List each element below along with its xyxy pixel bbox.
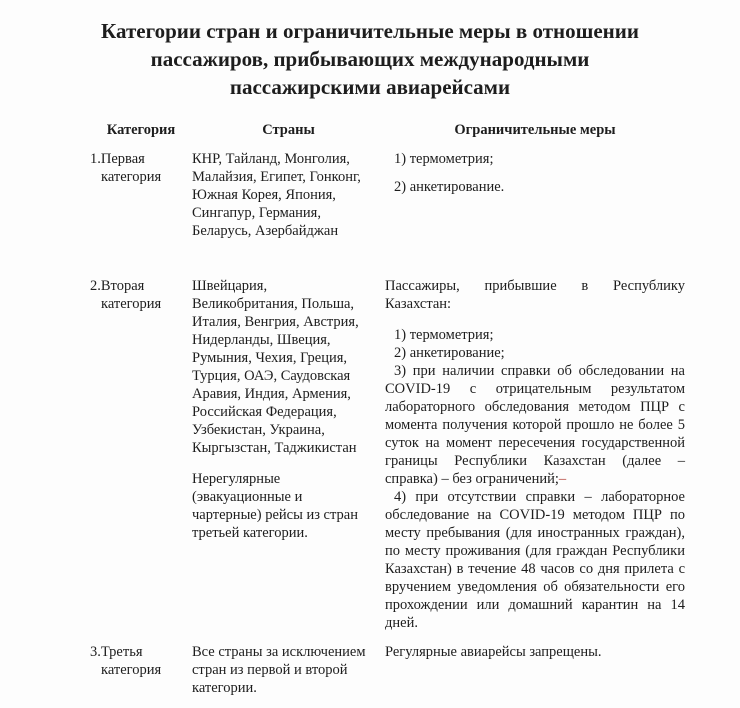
title-line-1: Категории стран и ограничительные меры в отношении: [101, 19, 639, 43]
table-row-first-category: [90, 150, 700, 240]
table-row-third-category: [90, 643, 700, 697]
measures-cell-2: [385, 277, 685, 632]
countries-cell-1: КНР, Тайланд, Монголия, Малайзия, Египет, Гонконг, Южная Корея, Япония, Сингапур, Германия, Беларусь, Азербайджан: [192, 151, 361, 239]
table-header-row: [90, 121, 700, 139]
title-line-3: пассажирскими авиарейсами: [229, 75, 511, 99]
column-header-countries: Страны: [262, 122, 315, 138]
table-row-second-category: [90, 277, 700, 632]
country-categories-table: [90, 121, 700, 697]
measures-cell-3: Регулярные авиарейсы запрещены.: [385, 644, 602, 660]
deleted-dash-mark: –: [558, 471, 567, 487]
category-cell-3: 3.Третья категория: [90, 644, 162, 678]
category-cell-1: 1.Первая категория: [90, 151, 162, 185]
page-title: [0, 0, 740, 101]
countries-cell-3: Все страны за исключением стран из первой и второй категории.: [192, 644, 366, 696]
column-header-measures: Ограничительные меры: [454, 122, 616, 138]
irregular-flights-note: Нерегулярные (эвакуационные и чартерные) рейсы из стран третьей категории.: [192, 471, 358, 541]
measure-item-without-certificate: 4) при отсутствии справки – лабораторное обследование на COVID-19 методом ПЦР по месту пребывания (для иностранных граждан), по месту проживания (для граждан Республики Казахстан) в течение 48 часов со дня прилета с вручением уведомления об обязательности его прохождении или домашний карантин на 14 дней.: [385, 489, 685, 631]
measure-3-text: 3) при наличии справки об обследовании на COVID-19 с отрицательным результатом лабораторного обследования методом ПЦР с момента получения которой прошло не более 5 суток на момент пересечения государственной границы Республики Казахстан (далее – справка) – без ограничений;: [385, 363, 685, 487]
measure-item-with-certificate: [385, 362, 685, 488]
measures-intro: Пассажиры, прибывшие в Республику Казахстан:: [385, 278, 685, 312]
measure-item-questionnaire: 2) анкетирование;: [394, 345, 505, 361]
title-line-2: пассажиров, прибывающих международными: [150, 47, 590, 71]
measure-item-thermometry: 1) термометрия;: [394, 151, 494, 167]
column-header-category: Категория: [106, 122, 176, 138]
measures-cell-1: [385, 150, 685, 240]
countries-list: Швейцария, Великобритания, Польша, Италия, Венгрия, Австрия, Нидерланды, Швеция, Румыния, Чехия, Греция, Турция, ОАЭ, Саудовская Аравия, Индия, Армения, Российская Федерация, Узбекистан, Украина, Кыргызстан, Таджикистан: [192, 278, 359, 456]
measure-item-thermometry: 1) термометрия;: [394, 327, 494, 343]
category-cell-2: 2.Вторая категория: [90, 278, 162, 312]
countries-cell-2: [192, 277, 385, 632]
measure-item-questionnaire: 2) анкетирование.: [394, 179, 505, 195]
